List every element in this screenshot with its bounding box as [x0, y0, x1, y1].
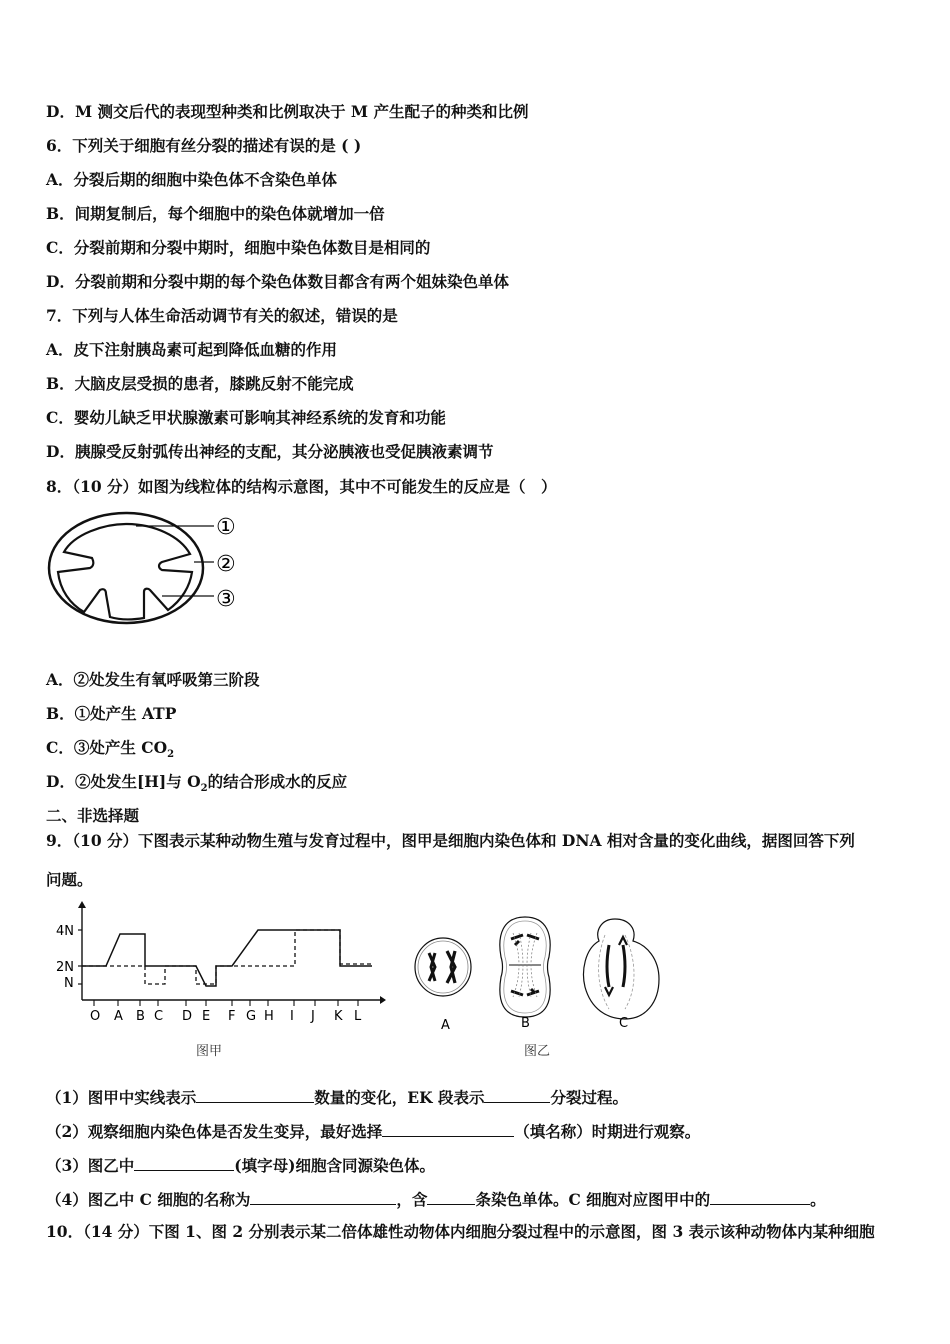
cell-b	[500, 917, 550, 1017]
x-axis-arrow	[380, 996, 386, 1004]
x-label-G: G	[246, 1009, 257, 1024]
q9-4-blank-1[interactable]	[250, 1188, 396, 1205]
graph-yi	[405, 905, 665, 1035]
q9-sub1	[46, 1086, 628, 1108]
graph-yi-caption: 图乙	[524, 1044, 551, 1059]
q9-stem-line2: 问题。	[46, 870, 93, 889]
x-label-B: B	[136, 1009, 145, 1024]
q7-option-d: D．胰腺受反射弧传出神经的支配，其分泌胰液也受促胰液素调节	[46, 442, 494, 461]
x-label-K: K	[334, 1009, 343, 1024]
y-label-2n: 2N	[56, 960, 74, 975]
q8-option-c	[46, 738, 174, 765]
q9-4-text-a: （4）图乙中 C 细胞的名称为	[46, 1190, 251, 1209]
q9-stem-line1: 9．（10 分）下图表示某种动物生殖与发育过程中，图甲是细胞内染色体和 DNA 相对含量的变化曲线，据图回答下列	[46, 831, 855, 850]
dna-solid-line	[82, 930, 372, 986]
q9-2-blank[interactable]	[382, 1120, 514, 1137]
q9-4-text-b: ，含	[396, 1190, 428, 1209]
cell-label-c: C	[619, 1016, 629, 1031]
q9-sub3	[46, 1154, 435, 1176]
y-axis-arrow	[78, 901, 86, 908]
q6-stem: 6．下列关于细胞有丝分裂的描述有误的是 ( )	[46, 136, 362, 155]
q6-option-a: A．分裂后期的细胞中染色体不含染色单体	[46, 170, 338, 189]
q8d-text: D．②处发生[H]与 O	[46, 772, 201, 791]
q9-4-blank-2[interactable]	[427, 1188, 475, 1205]
x-label-O: O	[90, 1009, 101, 1024]
q6-option-c: C．分裂前期和分裂中期时，细胞中染色体数目是相同的	[46, 238, 431, 257]
q9-1-text-c: 分裂过程。	[550, 1088, 628, 1107]
chromosome-dashed-line	[82, 930, 372, 984]
mito-label-2: ②	[216, 552, 236, 577]
q9-sub4	[46, 1188, 826, 1210]
inner-membrane	[58, 524, 192, 619]
mitochondrion-diagram	[44, 510, 254, 635]
mito-label-3: ③	[216, 587, 236, 612]
x-label-F: F	[228, 1009, 236, 1024]
q8d-text-end: 的结合形成水的反应	[207, 772, 348, 791]
q8-option-a: A．②处发生有氧呼吸第三阶段	[46, 670, 260, 689]
graph-jia-caption: 图甲	[196, 1044, 223, 1059]
x-label-C: C	[154, 1009, 164, 1024]
section-title: 二、非选择题	[46, 806, 140, 825]
q7-option-a: A．皮下注射胰岛素可起到降低血糖的作用	[46, 340, 338, 359]
q8c-text: C．③处产生 CO	[46, 738, 168, 757]
q9-3-text-a: （3）图乙中	[46, 1156, 135, 1175]
x-label-L: L	[354, 1009, 362, 1024]
q9-1-blank-2[interactable]	[484, 1086, 550, 1103]
x-label-J: J	[311, 1009, 315, 1024]
q9-2-text-b: （填名称）时期进行观察。	[514, 1122, 701, 1141]
x-labels	[90, 1009, 362, 1024]
q9-2-text-a: （2）观察细胞内染色体是否发生变异，最好选择	[46, 1122, 383, 1141]
q9-4-text-c: 条染色单体。C 细胞对应图甲中的	[475, 1190, 711, 1209]
q7-option-b: B．大脑皮层受损的患者，膝跳反射不能完成	[46, 374, 354, 393]
y-label-n: N	[64, 976, 74, 991]
q10-stem: 10．（14 分）下图 1、图 2 分别表示某二倍体雄性动物体内细胞分裂过程中的示意图，图 3 表示该种动物体内某种细胞	[46, 1222, 875, 1241]
mito-label-1: ①	[216, 515, 236, 540]
cell-label-a: A	[441, 1018, 450, 1033]
graph-jia	[50, 900, 386, 1025]
q9-1-text-b: 数量的变化，EK 段表示	[314, 1088, 485, 1107]
q8-stem: 8．（10 分）如图为线粒体的结构示意图，其中不可能发生的反应是（ ）	[46, 477, 557, 496]
q9-1-blank-1[interactable]	[196, 1086, 314, 1103]
y-label-4n: 4N	[56, 924, 74, 939]
x-label-E: E	[202, 1009, 211, 1024]
cell-a	[415, 938, 471, 996]
cell-label-b: B	[521, 1016, 530, 1031]
q6-option-d: D．分裂前期和分裂中期的每个染色体数目都含有两个姐妹染色单体	[46, 272, 509, 291]
q8c-subscript: 2	[167, 749, 175, 761]
q7-option-c: C．婴幼儿缺乏甲状腺激素可影响其神经系统的发育和功能	[46, 408, 446, 427]
x-label-A: A	[114, 1009, 123, 1024]
q6-option-b: B．间期复制后，每个细胞中的染色体就增加一倍	[46, 204, 385, 223]
q9-1-text-a: （1）图甲中实线表示	[46, 1088, 197, 1107]
x-label-H: H	[264, 1009, 274, 1024]
q9-3-blank[interactable]	[134, 1154, 234, 1171]
x-ticks	[94, 1000, 358, 1006]
q9-4-blank-3[interactable]	[710, 1188, 810, 1205]
q9-4-text-d: 。	[810, 1190, 826, 1209]
x-label-D: D	[182, 1009, 193, 1024]
outer-membrane	[49, 513, 203, 623]
cell-c	[584, 919, 659, 1019]
x-label-I: I	[290, 1009, 294, 1024]
q8d-subscript: 2	[200, 783, 208, 795]
q7-stem: 7．下列与人体生命活动调节有关的叙述，错误的是	[46, 306, 398, 325]
q9-sub2	[46, 1120, 700, 1142]
q8-option-d	[46, 772, 347, 799]
q5-option-d: D．M 测交后代的表现型种类和比例取决于 M 产生配子的种类和比例	[46, 102, 529, 121]
q9-3-text-b: (填字母)细胞含同源染色体。	[234, 1156, 435, 1175]
q8-option-b: B．①处产生 ATP	[46, 704, 177, 723]
